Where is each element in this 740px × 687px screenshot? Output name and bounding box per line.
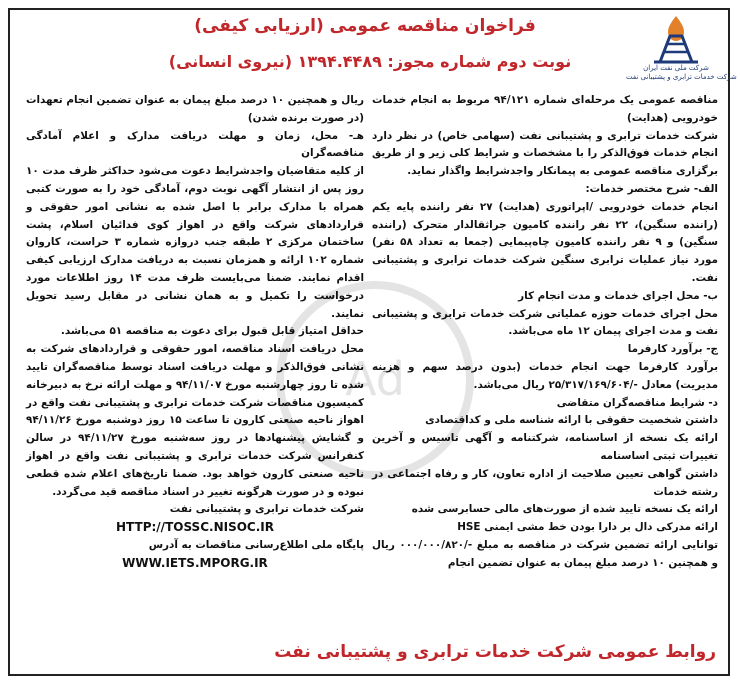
- section-heading: ج- برآورد کارفرما: [627, 343, 718, 356]
- company-website-link[interactable]: HTTP://TOSSC.NISOC.IR: [116, 520, 274, 535]
- list-item: توانایی ارائه تضمین شرکت در مناقصه به مبلغ -/۰۰۰/۰۰۰/۸۲۰ ریال و همچنین ۱۰ درصد مبلغ پیمان به عنوان تضمین انجام: [372, 538, 718, 569]
- footer-signature: روابط عمومی شرکت خدمات ترابری و پشتیبانی نفت: [274, 642, 716, 662]
- paragraph: محل اجرای خدمات حوزه عملیاتی شرکت خدمات ترابری و پشتیبانی نفت و مدت اجرای پیمان ۱۲ ماه می‌باشد.: [372, 307, 718, 338]
- right-text-column: [372, 92, 718, 573]
- paragraph: ریال و همچنین ۱۰ درصد مبلغ پیمان به عنوان تضمین انجام تعهدات (در صورت برنده شدن): [26, 94, 364, 124]
- tenders-website-link[interactable]: WWW.IETS.MPORG.IR: [122, 555, 268, 570]
- list-item: ارائه یک نسخه از اساسنامه، شرکتنامه و آگهی تاسیس و آخرین تغییرات ثبتی اساسنامه: [372, 432, 718, 462]
- paragraph: برآورد کارفرما جهت انجام خدمات (بدون درصد سهم و هزینه مدیریت) معادل -/۲۵/۳۱۷/۱۶۹/۶۰۴ ریال می‌باشد.: [372, 360, 718, 391]
- page-subtitle: (نیروی انسانی) نوبت دوم شماره مجوز: ۱۳۹۴.۴۴۸۹: [168, 52, 572, 71]
- list-item: ارائه یک نسخه تایید شده از صورت‌های مالی حسابرسی شده: [411, 503, 718, 516]
- list-item: داشتن شخصیت حقوقی با ارائه شناسه ملی و کداقتصادی: [425, 414, 718, 427]
- page-title: فراخوان مناقصه عمومی (ارزیابی کیفی): [194, 16, 536, 36]
- paragraph: حداقل امتیاز قابل قبول برای دعوت به مناقصه ۵۱ می‌باشد.: [60, 325, 364, 338]
- nioc-logo: [626, 14, 737, 82]
- paragraph: شرکت خدمات ترابری و پشتیبانی نفت (سهامی خاص) در نظر دارد انجام خدمات فوق‌الذکر را با مشخصات و شرایط کلی زیر و از طریق برگزاری مناقصه عمومی به پیمانکار واجدشرایط واگذار نماید.: [372, 129, 718, 178]
- left-text-column: [26, 92, 364, 573]
- section-heading: الف- شرح مختصر خدمات:: [585, 182, 718, 195]
- oil-tower-icon: [646, 14, 706, 64]
- paragraph: مناقصه عمومی یک مرحله‌ای شماره ۹۴/۱۲۱ مربوط به انجام خدمات خودرویی (هدایت): [372, 94, 718, 124]
- section-heading: هـ- محل، زمان و مهلت دریافت مدارک و اعلام آمادگی مناقصه‌گران: [26, 129, 364, 160]
- paragraph: محل دریافت اسناد مناقصه، امور حقوقی و قراردادهای شرکت به نشانی فوق‌الذکر و مهلت دریافت اسناد توسط مناقصه‌گران تایید شده تا روز چهارشنبه مورخ ۹۴/۱۱/۰۷ و مهلت ارائه نرخ به دبیرخانه کمیسیون مناقصات شرکت خدمات ترابری و پشتیبانی نفت واقع در اهواز ناحیه صنعتی کارون تا ساعت ۱۵ روز دوشنبه مورخ ۹۴/۱۱/۲۶ و گشایش پیشنهادها در روز سه‌شنبه مورخ ۹۴/۱۱/۲۷ در سالن کنفرانس شرکت خدمات ترابری و پشتیبانی نفت واقع در اهواز ناحیه صنعتی کارون خواهد بود. ضمنا تاریخ‌های اعلام شده قطعی نبوده و در صورت هرگونه تغییر در اسناد مناقصه قید می‌گردد.: [26, 343, 364, 498]
- section-heading: ب- محل اجرای خدمات و مدت انجام کار: [518, 289, 718, 302]
- paragraph: از کلیه متقاضیان واجدشرایط دعوت می‌شود حداکثر ظرف مدت ۱۰ روز پس از انتشار آگهی نوبت دوم، آمادگی خود را به صورت کتبی همراه با مدارک برابر با اصل شده به نشانی امور حقوقی و قراردادهای شرکت واقع در اهواز کوی فدائیان اسلام، پشت ساختمان مرکزی ۲ طبقه جنب دروازه شماره ۳ حراست، کاروان شماره ۱۰۲ ارائه و همزمان نسبت به دریافت مدارک ارزیابی کیفی اقدام نمایند. ضمنا می‌بایست ظرف مدت ۱۴ روز اطلاعات مورد درخواست را تکمیل و به همان نشانی در مقابل رسید تحویل نمایند.: [26, 165, 365, 320]
- logo-line-1: شرکت ملی نفت ایران: [643, 64, 709, 72]
- paragraph: انجام خدمات خودرویی /اپراتوری (هدایت) ۲۷ نفر راننده پایه یکم (راننده سنگین)، ۲۲ نفر راننده کامیون جراثقالدار متحرک (راننده سنگین) و ۹ نفر راننده کامیون چاه‌پیمایی (جمعا به تعداد ۵۸ نفر) مورد نیاز عملیات ترابری سنگین شرکت خدمات ترابری و پشتیبانی نفت.: [372, 200, 718, 284]
- paragraph: پایگاه ملی اطلاع‌رسانی مناقصات به آدرس: [148, 538, 364, 551]
- list-item: ارائه مدرکی دال بر دارا بودن خط مشی ایمنی HSE: [457, 521, 718, 534]
- paragraph: شرکت خدمات ترابری و پشتیبانی نفت: [169, 503, 364, 516]
- list-item: داشتن گواهی تعیین صلاحیت از اداره تعاون، کار و رفاه اجتماعی در رشته خدمات: [372, 467, 718, 498]
- logo-line-2: شرکت خدمات ترابری و پشتیبانی نفت: [626, 73, 737, 81]
- section-heading: د- شرایط مناقصه‌گران متقاضی: [556, 396, 718, 409]
